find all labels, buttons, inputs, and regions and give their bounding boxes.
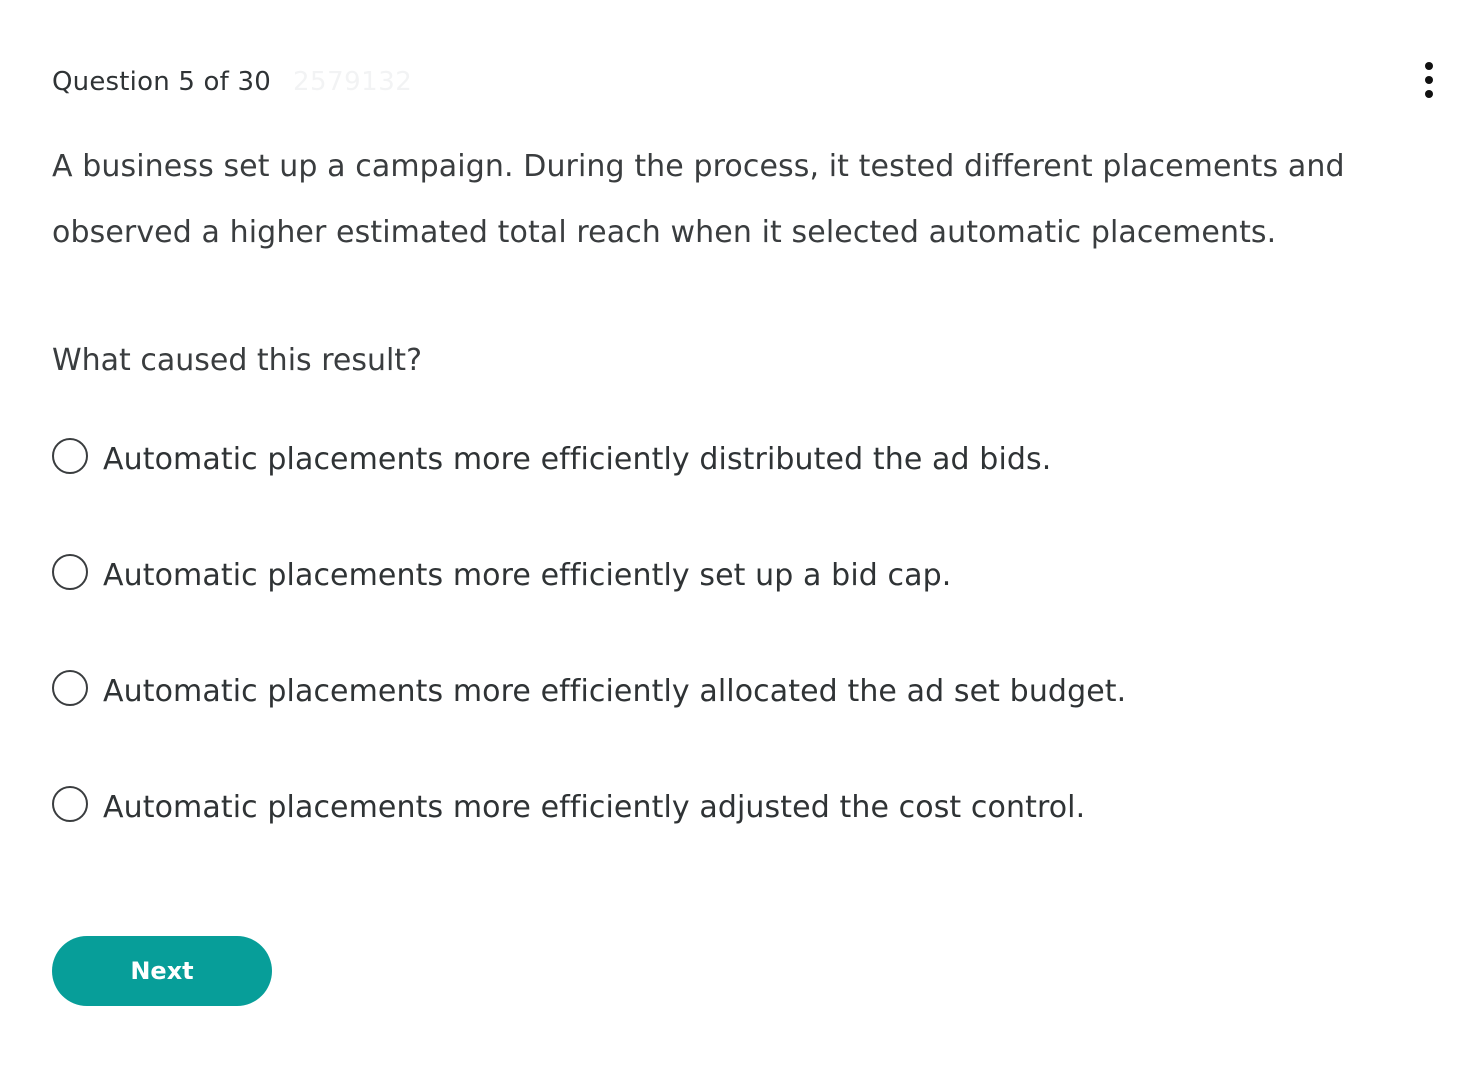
- radio-button-icon[interactable]: [52, 670, 88, 706]
- question-id: 2579132: [292, 67, 413, 97]
- answer-option[interactable]: [52, 666, 1432, 782]
- question-prompt: A business set up a campaign. During the process, it tested different placements and observed a higher estimated total reach when it selected automatic placements.: [52, 149, 1345, 250]
- kebab-dot: [1425, 76, 1433, 84]
- radio-button-icon[interactable]: [52, 554, 88, 590]
- answer-option-label[interactable]: Automatic placements more efficiently adjusted the cost control.: [103, 790, 1086, 825]
- answer-option-label[interactable]: Automatic placements more efficiently set up a bid cap.: [103, 558, 952, 593]
- answer-option-label[interactable]: Automatic placements more efficiently allocated the ad set budget.: [103, 674, 1127, 709]
- question-header: [52, 62, 412, 102]
- kebab-dot: [1425, 90, 1433, 98]
- more-vertical-icon[interactable]: [1412, 58, 1446, 102]
- answer-option-label[interactable]: Automatic placements more efficiently distributed the ad bids.: [103, 442, 1052, 477]
- answer-option[interactable]: [52, 434, 1432, 550]
- radio-button-icon[interactable]: [52, 786, 88, 822]
- question-counter: Question 5 of 30: [52, 67, 271, 97]
- answer-option[interactable]: [52, 550, 1432, 666]
- question-ask: What caused this result?: [52, 343, 422, 378]
- next-button[interactable]: Next: [52, 936, 272, 1006]
- kebab-dot: [1425, 62, 1433, 70]
- answer-option[interactable]: [52, 782, 1432, 898]
- radio-button-icon[interactable]: [52, 438, 88, 474]
- answer-options: [52, 434, 1432, 898]
